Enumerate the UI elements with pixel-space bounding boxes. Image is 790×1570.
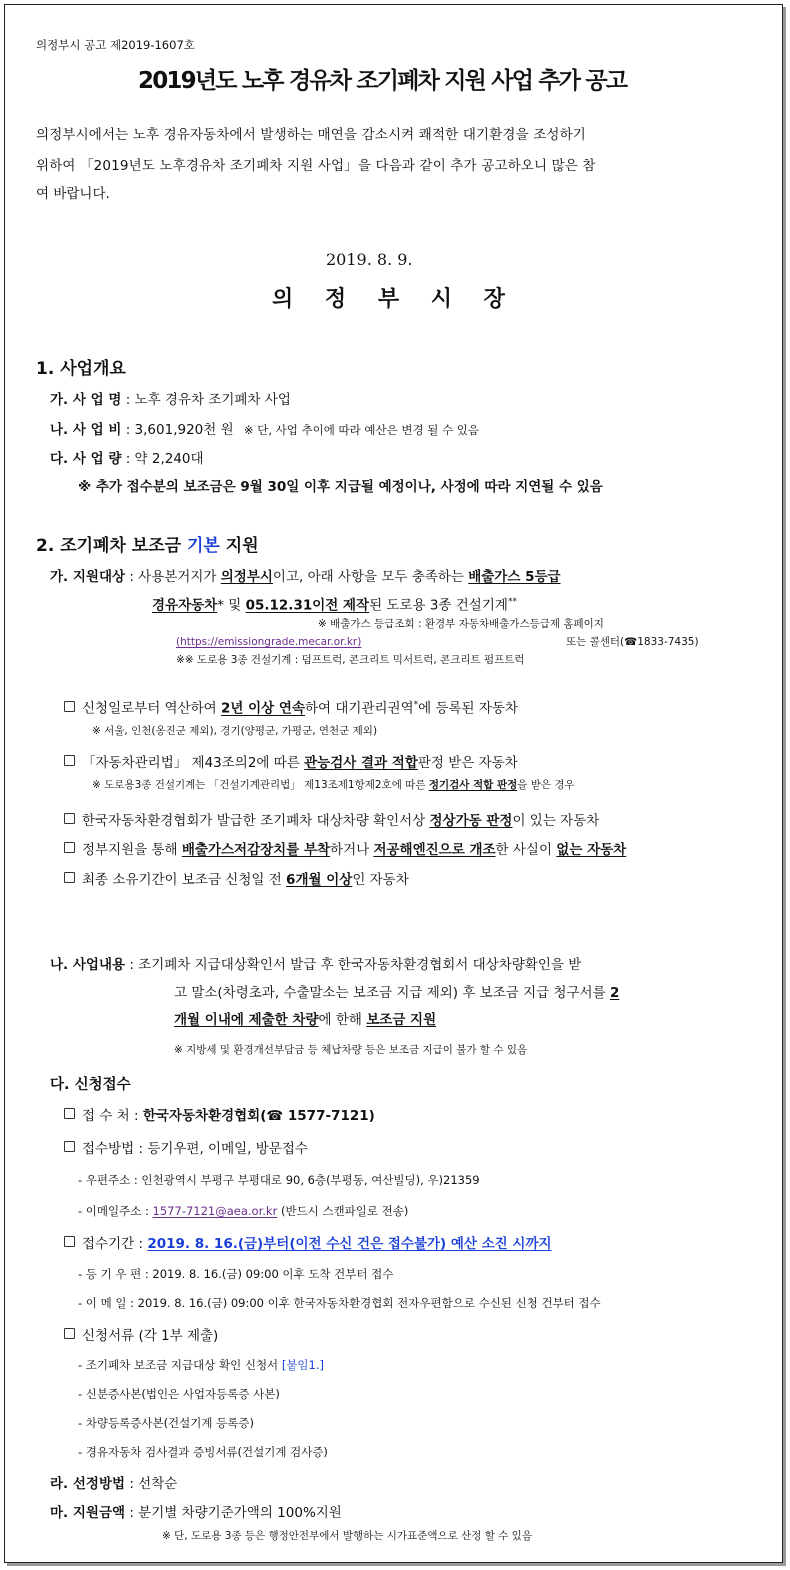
target-city: 의정부시	[220, 569, 273, 585]
target-text-c: 이고, 아래 사항을 모두 충족하는	[272, 569, 464, 585]
criteria-2-b: 관능검사 결과 적합	[304, 755, 418, 771]
project-qty-row	[50, 451, 204, 467]
method-row	[64, 1141, 308, 1157]
doc-1-attachment: [붙임1.]	[281, 1358, 324, 1372]
section-2-heading	[36, 536, 259, 556]
announcement-date: 2019. 8. 9.	[326, 250, 413, 269]
project-cost-row	[50, 422, 479, 438]
docs-row	[64, 1328, 218, 1344]
criteria-1-c: 하여 대기관리권역	[305, 700, 414, 717]
grade-callcenter: 또는 콜센터(☎1833-7435)	[566, 636, 699, 648]
grade-lookup-link[interactable]	[176, 636, 361, 649]
criteria-4-e: 한 사실이	[495, 842, 552, 858]
checkbox-icon	[64, 842, 75, 853]
machine-note: ※※ 도로용 3종 건설기계 : 덤프트럭, 콘크리트 믹서트럭, 콘크리트 펌프트럭	[176, 654, 525, 666]
criteria-2-note-c: 을 받은 경우	[517, 779, 575, 791]
amount-note: ※ 단, 도로용 3종 등은 행정안전부에서 발행하는 시가표준액으로 산정 할 수 있음	[162, 1530, 532, 1542]
method-label: 접수방법 :	[82, 1141, 144, 1157]
email-receipt: - 이 메 일 : 2019. 8. 16.(금) 09:00 이후 한국자동차환경협회 전자우편함으로 수신된 신청 건부터 접수	[78, 1296, 601, 1310]
criteria-1-note: ※ 서울, 인천(옹진군 제외), 경기(양평군, 가평군, 연천군 제외)	[92, 725, 378, 737]
content-note: ※ 지방세 및 환경개선부담금 등 체납차량 등은 보조금 지급이 불가 할 수 있음	[174, 1044, 528, 1056]
content-text-2: 고 말소(차령초과, 수출말소는 보조금 지급 제외) 후 보조금 지급 청구서를	[174, 985, 606, 1001]
grade-lookup-note: ※ 배출가스 등급조회 : 환경부 자동차배출가스등급제 홈페이지	[318, 618, 604, 630]
recv-row	[64, 1108, 375, 1124]
criteria-3-a: 한국자동차환경협회가 발급한 조기폐차 대상차량 확인서상	[82, 813, 426, 829]
criteria-1-a: 신청일로부터 역산하여	[82, 700, 217, 717]
section-2-heading-c: 지원	[225, 536, 259, 556]
selection-value: : 선착순	[129, 1476, 178, 1492]
criteria-item-3	[64, 813, 599, 829]
content-text-2b: 2	[609, 985, 620, 1001]
recv-label: 접 수 처 :	[82, 1108, 139, 1124]
checkbox-icon	[64, 701, 75, 712]
checkbox-icon	[64, 813, 75, 824]
criteria-5-b: 6개월 이상	[286, 872, 353, 888]
target-machine: 된 도로용 3종 건설기계	[369, 597, 508, 614]
docs-label: 신청서류 (각 1부 제출)	[82, 1328, 219, 1344]
checkbox-icon	[64, 755, 75, 766]
amount-label: 마. 지원금액	[50, 1505, 126, 1521]
content-line-1	[50, 957, 581, 973]
criteria-item-2	[64, 755, 518, 771]
criteria-2-a: 「자동차관리법」 제43조의2에 따른	[82, 755, 300, 771]
project-name-value: : 노후 경유차 조기폐차 사업	[125, 392, 291, 408]
criteria-2-c: 판정 받은 자동차	[417, 755, 518, 771]
doc-item-4: - 경유자동차 검사결과 증빙서류(건설기계 검사증)	[78, 1445, 328, 1459]
project-name-label: 가. 사 업 명	[50, 392, 122, 408]
section-2-heading-b: 기본	[187, 536, 220, 556]
post-receipt: - 등 기 우 편 : 2019. 8. 16.(금) 09:00 이후 도착 건부터 접수	[78, 1267, 394, 1281]
project-name-row	[50, 392, 291, 408]
intro-line-2: 위하여 「2019년도 노후경유차 조기폐차 지원 사업」을 다음과 같이 추가 공고하오니 많은 참	[36, 158, 596, 174]
doc-item-1	[78, 1359, 324, 1373]
target-text-and: * 및	[217, 597, 242, 614]
content-line-2	[174, 985, 619, 1001]
criteria-4-b: 배출가스저감장치를 부착	[181, 842, 331, 858]
amount-row	[50, 1505, 342, 1521]
target-line-1	[50, 569, 561, 585]
criteria-5-c: 인 자동차	[352, 872, 409, 888]
amount-value: : 분기별 차량기준가액의 100%지원	[129, 1505, 342, 1521]
criteria-3-b: 정상가동 판정	[429, 813, 513, 829]
content-label: 나. 사업내용	[50, 957, 126, 973]
criteria-item-5	[64, 872, 409, 888]
period-row	[64, 1236, 552, 1252]
grade-lookup-url[interactable]: (https://emissiongrade.mecar.or.kr)	[176, 636, 362, 648]
criteria-2-note-b: 정기검사 적합 판정	[428, 779, 518, 791]
criteria-4-f: 없는 자동차	[556, 842, 627, 858]
target-footnote-mark: **	[507, 597, 517, 607]
intro-line-1: 의정부시에서는 노후 경유자동차에서 발생하는 매연을 감소시켜 쾌적한 대기환경을 조성하기	[36, 127, 586, 143]
email-label: - 이메일주소 :	[78, 1204, 149, 1218]
criteria-2-note	[92, 779, 575, 792]
selection-label: 라. 선정방법	[50, 1476, 126, 1492]
criteria-1-mark: *	[413, 700, 419, 710]
checkbox-icon	[64, 872, 75, 883]
notice-number: 의정부시 공고 제2019-1607호	[36, 38, 195, 52]
payment-delay-note: ※ 추가 접수분의 보조금은 9월 30일 이후 지급될 예정이나, 사정에 따라 지연될 수 있음	[78, 479, 603, 495]
project-cost-label: 나. 사 업 비	[50, 422, 122, 438]
doc-1-text: - 조기폐차 보조금 지급대상 확인 신청서	[78, 1358, 279, 1372]
email-link[interactable]: 1577-7121@aea.or.kr	[152, 1204, 278, 1218]
email-row	[78, 1205, 408, 1219]
email-note: (반드시 스캔파일로 전송)	[280, 1204, 409, 1218]
doc-item-2: - 신분증사본(법인은 사업자등록증 사본)	[78, 1387, 280, 1401]
section-1-heading: 1. 사업개요	[36, 359, 126, 379]
method-value: 등기우편, 이메일, 방문접수	[147, 1141, 308, 1157]
target-manufactured: 05.12.31이전 제작	[245, 597, 370, 614]
content-line-3	[174, 1012, 436, 1028]
criteria-4-a: 정부지원을 통해	[82, 842, 178, 858]
apply-heading: 다. 신청접수	[50, 1077, 131, 1093]
checkbox-icon	[64, 1108, 75, 1119]
target-label: 가. 지원대상	[50, 569, 126, 585]
doc-item-3: - 차량등록증사본(건설기계 등록증)	[78, 1416, 254, 1430]
content-text-3a: 개월 이내에 제출한 차량	[174, 1012, 319, 1028]
selection-row	[50, 1476, 177, 1492]
project-qty-label: 다. 사 업 량	[50, 451, 122, 467]
criteria-4-d: 저공해엔진으로 개조	[373, 842, 496, 858]
criteria-1-e: 에 등록된 자동차	[418, 700, 518, 717]
project-cost-value: : 3,601,920천 원	[125, 422, 234, 438]
criteria-3-c: 이 있는 자동차	[512, 813, 600, 829]
criteria-item-1	[64, 700, 518, 717]
content-text-3b: 에 한해	[318, 1012, 362, 1028]
period-value: 2019. 8. 16.(금)부터(이전 수신 건은 접수불가) 예산 소진 시까지	[147, 1236, 552, 1252]
criteria-2-note-a: ※ 도로용3종 건설기계는 「건설기계관리법」 제13조제1항제2호에 따른	[92, 779, 426, 791]
criteria-item-4	[64, 842, 626, 858]
target-grade: 배출가스 5등급	[468, 569, 561, 585]
criteria-5-a: 최종 소유기간이 보조금 신청일 전	[82, 872, 282, 888]
target-text-a: : 사용본거지가	[129, 569, 217, 585]
checkbox-icon	[64, 1141, 75, 1152]
criteria-4-c: 하거나	[330, 842, 370, 858]
content-text-3c: 보조금 지원	[366, 1012, 437, 1028]
project-qty-value: : 약 2,240대	[125, 451, 204, 467]
target-line-2	[152, 597, 517, 614]
intro-line-3: 여 바랍니다.	[36, 186, 110, 202]
content-text-1: : 조기폐차 지급대상확인서 발급 후 한국자동차환경협회서 대상차량확인을 받	[129, 957, 582, 973]
checkbox-icon	[64, 1236, 75, 1247]
project-cost-note: ※ 단, 사업 추이에 따라 예산은 변경 될 수 있음	[243, 423, 479, 437]
target-diesel: 경유자동차	[152, 597, 218, 614]
section-2-heading-a: 2. 조기폐차 보조금	[36, 536, 182, 556]
page-title: 2019년도 노후 경유차 조기폐차 지원 사업 추가 공고	[138, 68, 627, 94]
recv-value: 한국자동차환경협회(☎ 1577-7121)	[142, 1108, 375, 1124]
criteria-1-b: 2년 이상 연속	[221, 700, 305, 717]
issuer-name: 의 정 부 시 장	[272, 287, 517, 312]
period-label: 접수기간 :	[82, 1236, 144, 1252]
checkbox-icon	[64, 1328, 75, 1339]
postal-address: - 우편주소 : 인천광역시 부평구 부평대로 90, 6층(부평동, 여산빌딩), 우)21359	[78, 1173, 480, 1187]
